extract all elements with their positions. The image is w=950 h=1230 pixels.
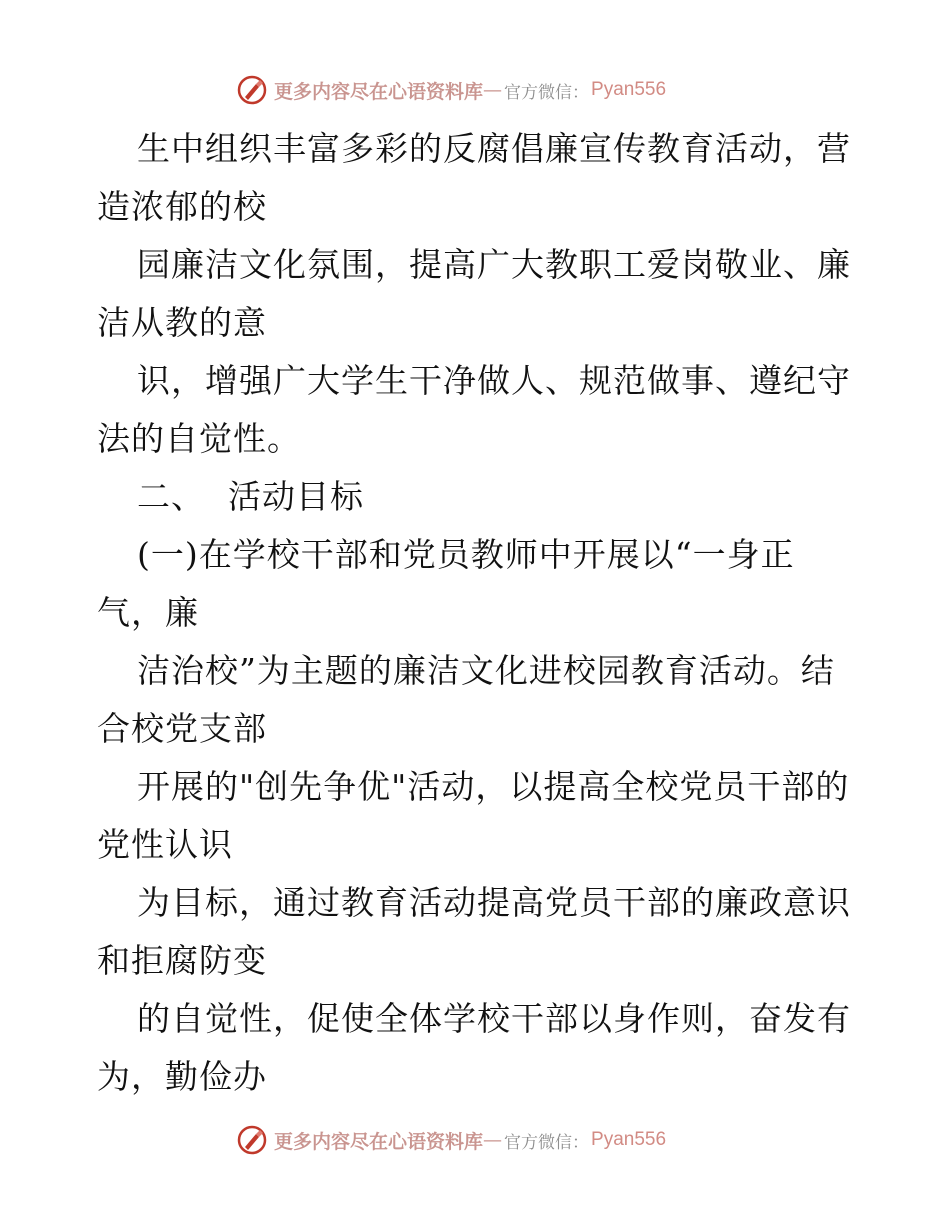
section-heading: 二、 活动目标 xyxy=(137,477,364,516)
text-line: 洁治校”为主题的廉洁文化进校园教育活动。结 xyxy=(137,651,835,690)
text-line: 合校党支部 xyxy=(97,709,267,748)
text-line: 识，增强广大学生干净做人、规范做事、遵纪守 xyxy=(137,361,851,400)
text-line: 为，勤俭办 xyxy=(97,1057,267,1096)
banner-wechat-label: 官方微信： xyxy=(504,1132,590,1153)
text-line: (一)在学校干部和党员教师中开展以“一身正 xyxy=(137,535,795,574)
header-banner xyxy=(236,72,666,108)
text-line: 的自觉性，促使全体学校干部以身作则，奋发有 xyxy=(137,999,851,1038)
footer-banner xyxy=(236,1122,666,1158)
banner-wechat-id: Pyan556 xyxy=(591,1129,667,1150)
text-line: 党性认识 xyxy=(97,825,233,864)
text-line: 法的自觉性。 xyxy=(97,419,301,458)
banner-site-text: 更多内容尽在心语资料库 xyxy=(274,80,484,103)
banner-dash: — xyxy=(483,1129,503,1151)
document-body xyxy=(97,120,867,1106)
text-line: 园廉洁文化氛围，提高广大教职工爱岗敬业、廉 xyxy=(137,245,851,284)
text-line: 生中组织丰富多彩的反腐倡廉宣传教育活动，营 xyxy=(137,129,851,168)
text-line: 洁从教的意 xyxy=(97,303,267,342)
banner-dash: — xyxy=(483,79,503,101)
pen-logo-icon xyxy=(236,1124,268,1156)
text-line: 为目标，通过教育活动提高党员干部的廉政意识 xyxy=(137,883,851,922)
text-line: 气，廉 xyxy=(97,593,199,632)
banner-wechat-id: Pyan556 xyxy=(591,79,667,100)
banner-wechat-label: 官方微信： xyxy=(504,82,590,103)
pen-logo-icon xyxy=(236,74,268,106)
text-line: 开展的"创先争优"活动，以提高全校党员干部的 xyxy=(137,767,850,806)
text-line: 造浓郁的校 xyxy=(97,187,267,226)
text-line: 和拒腐防变 xyxy=(97,941,267,980)
banner-site-text: 更多内容尽在心语资料库 xyxy=(274,1130,484,1153)
